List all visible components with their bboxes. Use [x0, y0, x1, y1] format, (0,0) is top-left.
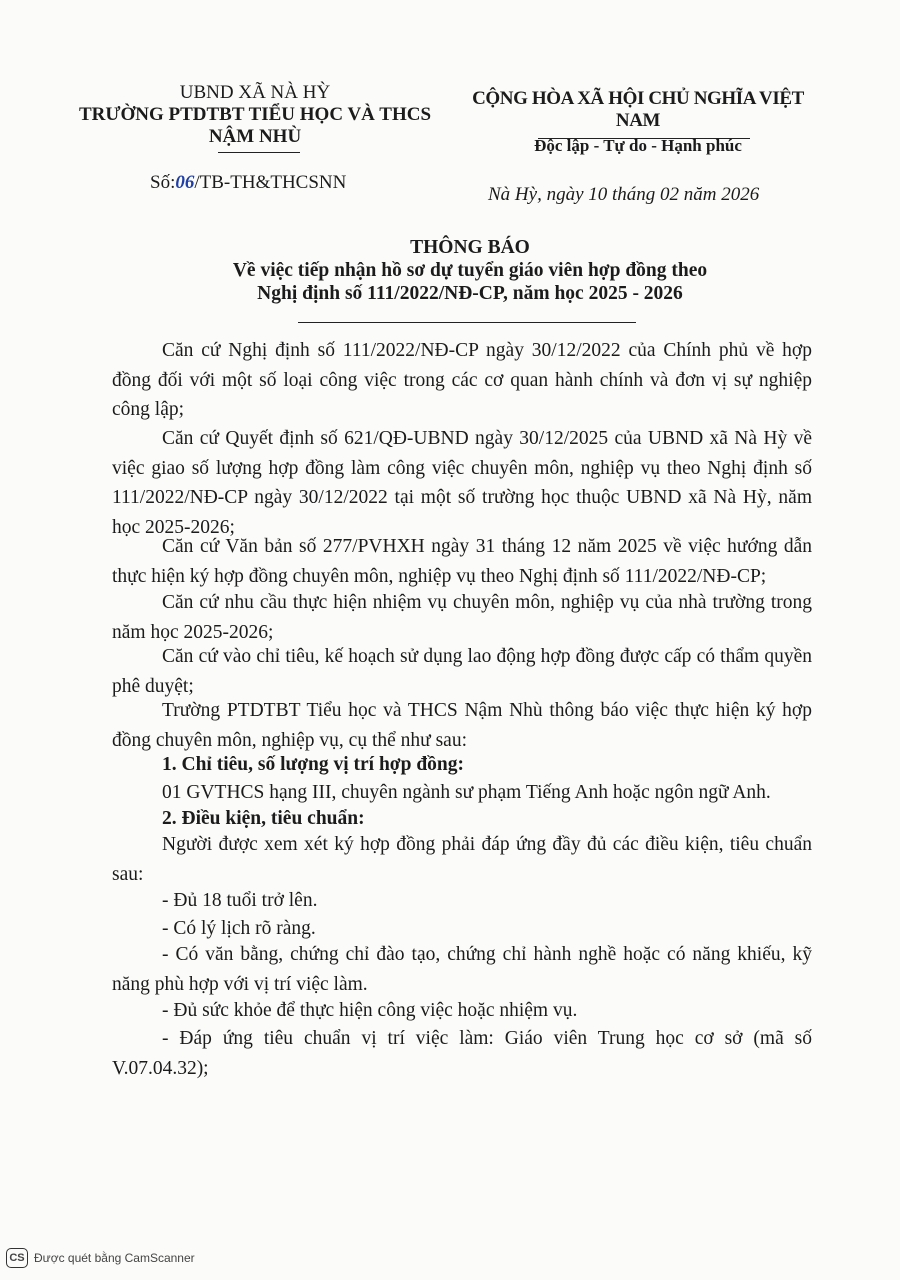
header-left-underline [218, 152, 300, 153]
issuing-authority [70, 82, 440, 148]
school-name-line-1: TRƯỜNG PTDTBT TIỂU HỌC VÀ THCS [78, 104, 432, 125]
doc-number-handwritten: 06 [175, 172, 195, 193]
section-1-heading: 1. Chỉ tiêu, số lượng vị trí hợp đồng: [162, 754, 465, 775]
section-1-text: 01 GVTHCS hạng III, chuyên ngành sư phạm Tiếng Anh hoặc ngôn ngữ Anh. [162, 782, 771, 803]
paragraph-legal-basis-5: Căn cứ vào chỉ tiêu, kế hoạch sử dụng lao động hợp đồng được cấp có thẩm quyền phê duyệt; [112, 646, 812, 697]
authority-line-1: UBND XÃ NÀ HỲ [179, 82, 331, 103]
camscanner-footer [6, 1248, 195, 1268]
list-item: - Đủ 18 tuổi trở lên. [162, 890, 318, 911]
national-motto [452, 88, 824, 157]
title-underline [298, 322, 636, 323]
list-item: - Có văn bằng, chứng chỉ đào tạo, chứng chỉ hành nghề hoặc có năng khiếu, kỹ năng phù hợp với vị trí việc làm. [112, 944, 812, 995]
camscanner-text: Được quét bằng CamScanner [34, 1251, 195, 1265]
country-name: CỘNG HÒA XÃ HỘI CHỦ NGHĨA VIỆT NAM [472, 88, 804, 131]
list-item: - Đủ sức khỏe để thực hiện công việc hoặc nhiệm vụ. [162, 1000, 578, 1021]
list-item: - Có lý lịch rõ ràng. [162, 918, 316, 939]
paragraph-legal-basis-4: Căn cứ nhu cầu thực hiện nhiệm vụ chuyên môn, nghiệp vụ của nhà trường trong năm học 2025-2026; [112, 592, 812, 643]
section-2-intro: Người được xem xét ký hợp đồng phải đáp ứng đầy đủ các điều kiện, tiêu chuẩn sau: [112, 834, 812, 885]
motto: Độc lập - Tự do - Hạnh phúc [534, 136, 742, 155]
document-title [100, 236, 840, 305]
section-2-heading: 2. Điều kiện, tiêu chuẩn: [162, 808, 365, 829]
paragraph-announcement: Trường PTDTBT Tiểu học và THCS Nậm Nhù thông báo việc thực hiện ký hợp đồng chuyên môn, nghiệp vụ, cụ thể như sau: [112, 700, 812, 751]
list-item: - Đáp ứng tiêu chuẩn vị trí việc làm: Giáo viên Trung học cơ sở (mã số V.07.04.32); [112, 1028, 812, 1079]
header-right-underline [538, 138, 750, 139]
camscanner-logo-icon: CS [6, 1248, 28, 1268]
doc-number-prefix: Số: [150, 172, 176, 193]
title-sub-1: Về việc tiếp nhận hồ sơ dự tuyển giáo viên hợp đồng theo [232, 260, 708, 281]
paragraph-legal-basis-3: Căn cứ Văn bản số 277/PVHXH ngày 31 tháng 12 năm 2025 về việc hướng dẫn thực hiện ký hợp đồng chuyên môn, nghiệp vụ theo Nghị định số 111/2022/NĐ-CP; [112, 536, 812, 587]
paragraph-legal-basis-2: Căn cứ Quyết định số 621/QĐ-UBND ngày 30/12/2025 của UBND xã Nà Hỳ về việc giao số lượng hợp đồng làm công việc chuyên môn, nghiệp vụ theo Nghị định số 111/2022/NĐ-CP ngày 30/12/2022 tại một số trường học thuộc UBND xã Nà Hỳ, năm học 2025-2026; [112, 428, 812, 538]
document-number [150, 172, 346, 194]
title-sub-2: Nghị định số 111/2022/NĐ-CP, năm học 2025 - 2026 [257, 283, 683, 304]
paragraph-legal-basis-1: Căn cứ Nghị định số 111/2022/NĐ-CP ngày 30/12/2022 của Chính phủ về hợp đồng đối với một số loại công việc trong các cơ quan hành chính và đơn vị sự nghiệp công lập; [112, 340, 812, 420]
school-name-line-2: NẬM NHÙ [208, 126, 302, 147]
doc-number-suffix: /TB-TH&THCSNN [194, 172, 347, 193]
title-main: THÔNG BÁO [410, 237, 530, 258]
place-date: Nà Hỳ, ngày 10 tháng 02 năm 2026 [488, 184, 760, 205]
